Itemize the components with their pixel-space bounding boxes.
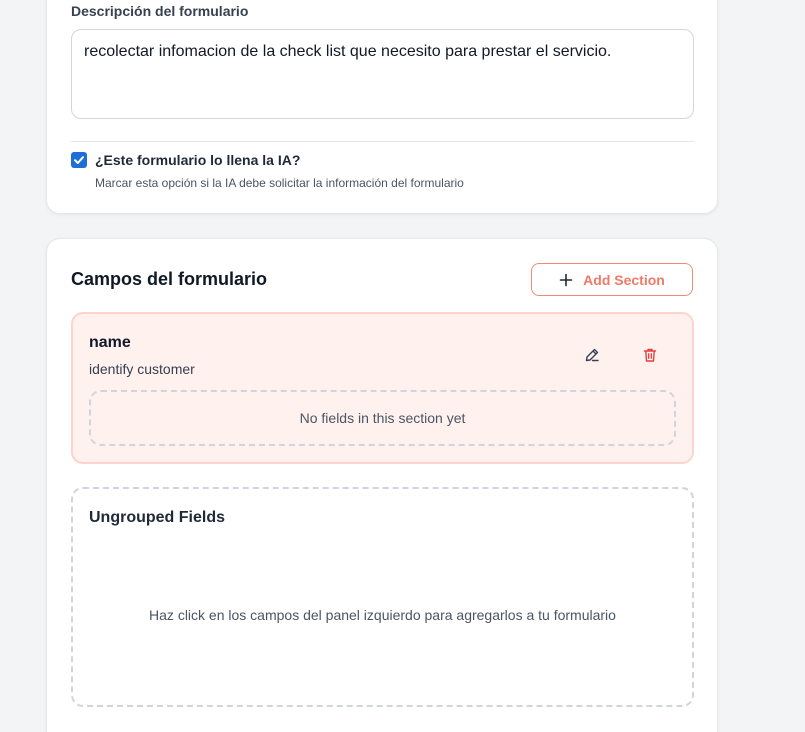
edit-section-button[interactable] <box>581 344 603 366</box>
pencil-icon <box>584 347 600 363</box>
ungrouped-title: Ungrouped Fields <box>89 509 225 526</box>
delete-section-button[interactable] <box>639 344 661 366</box>
ai-fill-help-text: Marcar esta opción si la IA debe solicitar la información del formulario <box>95 176 464 190</box>
add-section-label: Add Section <box>583 271 665 288</box>
description-label: Descripción del formulario <box>71 3 249 19</box>
plus-icon <box>559 273 573 287</box>
form-section <box>71 312 694 464</box>
form-fields-card <box>46 238 718 732</box>
section-name: name <box>89 334 131 351</box>
add-section-button[interactable] <box>531 263 693 296</box>
checkmark-icon <box>73 154 85 166</box>
ungrouped-fields-dropzone <box>71 487 694 707</box>
ungrouped-hint: Haz click en los campos del panel izquierdo para agregarlos a tu formulario <box>149 607 616 623</box>
empty-section-dropzone: No fields in this section yet <box>89 390 676 446</box>
divider <box>71 141 694 142</box>
description-textarea[interactable] <box>71 29 694 119</box>
fields-title: Campos del formulario <box>71 269 268 289</box>
section-description: identify customer <box>89 361 195 377</box>
trash-icon <box>642 347 658 363</box>
ai-fill-checkbox[interactable] <box>71 152 87 168</box>
ai-fill-label[interactable]: ¿Este formulario lo llena la IA? <box>95 152 301 168</box>
form-details-card <box>46 0 718 214</box>
